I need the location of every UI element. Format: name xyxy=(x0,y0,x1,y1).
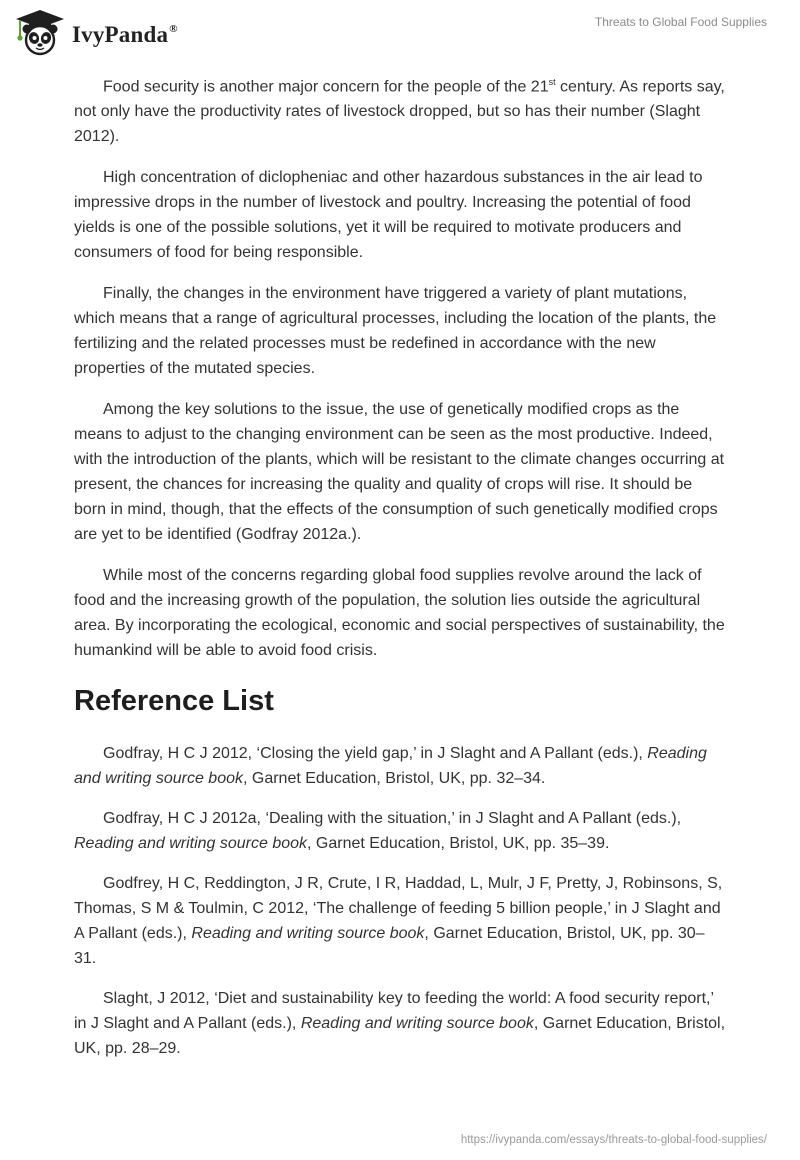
ivypanda-logo[interactable] xyxy=(14,8,178,56)
panda-graduation-cap-icon xyxy=(14,8,66,56)
brand-name: IvyPanda® xyxy=(72,22,178,47)
reference-list-heading: Reference List xyxy=(74,685,274,718)
reference-item: Godfrey, H C, Reddington, J R, Crute, I R, Haddad, L, Mulr, J F, Pretty, J, Robinsons, S, Thomas, S M & Toulmin, C 2012, ‘The challenge of feeding 5 billion people,’ in J Slaght and A Pallant (eds.), Reading and writing source book, Garnet Education, Bristol, UK, pp. 30–31. xyxy=(74,875,723,968)
body-paragraph-2: High concentration of diclopheniac and other hazardous substances in the air lead to impressive drops in the number of livestock and poultry. Increasing the potential of food yields is one of the possible solutions, yet it will be required to motivate producers and consumers of food for being responsible. xyxy=(74,169,703,262)
reference-item: Slaght, J 2012, ‘Diet and sustainability key to feeding the world: A food security report,’ in J Slaght and A Pallant (eds.), Reading and writing source book, Garnet Education, Bristol, UK, pp. 28–29. xyxy=(74,990,726,1058)
body-paragraph-1: Food security is another major concern for the people of the 21st century. As reports say, not only have the productivity rates of livestock dropped, but so has their number (Slaght 2012). xyxy=(74,77,725,146)
page-header xyxy=(0,0,800,64)
registered-mark: ® xyxy=(169,23,178,35)
document-title: Threats to Global Food Supplies xyxy=(594,15,767,29)
reference-item: Godfray, H C J 2012a, ‘Dealing with the situation,’ in J Slaght and A Pallant (eds.), Reading and writing source book, Garnet Education, Bristol, UK, pp. 35–39. xyxy=(74,810,682,853)
ordinal-suffix: st xyxy=(548,77,556,87)
body-paragraph-5: While most of the concerns regarding global food supplies revolve around the lack of food and the increasing growth of the population, the solution lies outside the agricultural area. By incorporating the ecological, economic and social perspectives of sustainability, the humankind will be able to avoid food crisis. xyxy=(74,567,725,660)
essay-content xyxy=(74,70,726,1076)
body-paragraph-4: Among the key solutions to the issue, the use of genetically modified crops as the means to adjust to the changing environment can be seen as the most productive. Indeed, with the introduction of the plants, which will be resistant to the climate changes occurring at present, the chances for increasing the quality and quality of crops will rise. It should be born in mind, though, that the effects of the consumption of such genetically modified crops are yet to be identified (Godfray 2012a.). xyxy=(74,401,725,544)
body-paragraph-3: Finally, the changes in the environment have triggered a variety of plant mutations, which means that a range of agricultural processes, including the location of the plants, the fertilizing and the related processes must be redefined in accordance with the new properties of the mutated species. xyxy=(74,285,717,378)
source-url-link[interactable]: https://ivypanda.com/essays/threats-to-global-food-supplies/ xyxy=(460,1134,767,1146)
reference-item: Godfray, H C J 2012, ‘Closing the yield gap,’ in J Slaght and A Pallant (eds.), Reading and writing source book, Garnet Education, Bristol, UK, pp. 32–34. xyxy=(74,745,707,788)
